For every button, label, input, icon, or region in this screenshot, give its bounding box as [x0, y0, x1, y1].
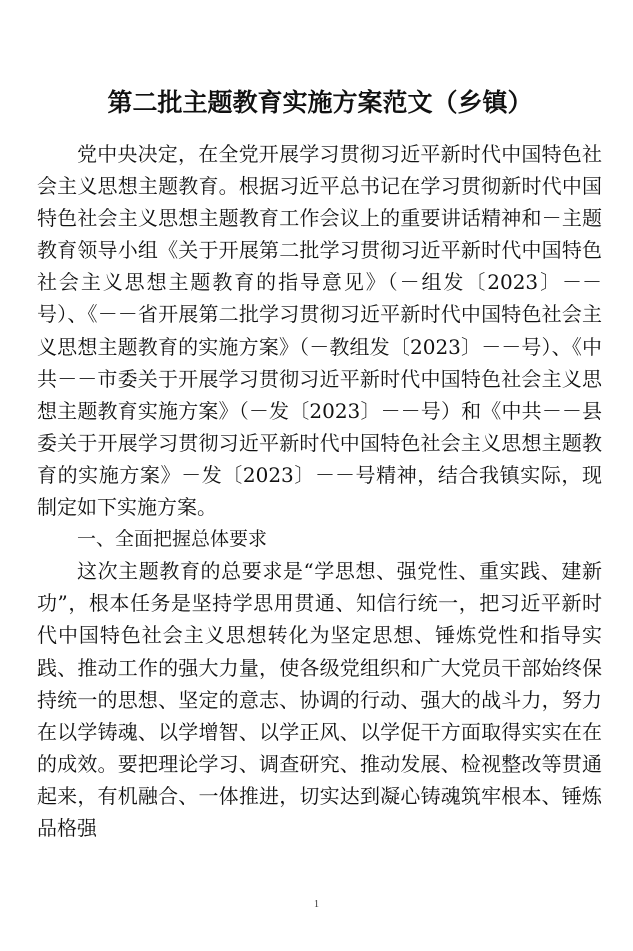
- document-title: 第二批主题教育实施方案范文（乡镇）: [107, 88, 533, 117]
- document-body: [37, 138, 602, 844]
- requirements-paragraph: 这次主题教育的总要求是“学思想、强党性、重实践、建新功”，根本任务是坚持学思用贯通、知信行统一，把习近平新时代中国特色社会主义思想转化为坚定思想、锤炼党性和指导实践、推动工作的强大力量，使各级党组织和广大党员干部始终保持统一的思想、坚定的意志、协调的行动、强大的战斗力，努力在以学铸魂、以学增智、以学正风、以学促干方面取得实实在在的成效。要把理论学习、调查研究、推动发展、检视整改等贯通起来，有机融合、一体推进，切实达到凝心铸魂筑牢根本、锤炼品格强: [37, 559, 602, 840]
- intro-paragraph: 党中央决定，在全党开展学习贯彻习近平新时代中国特色社会主义思想主题教育。根据习近平总书记在学习贯彻新时代中国特色社会主义思想主题教育工作会议上的重要讲话精神和－主题教育领导小组《关于开展第二批学习贯彻习近平新时代中国特色社会主义思想主题教育的指导意见》（－组发〔2023〕－－号）、《－－省开展第二批学习贯彻习近平新时代中国特色社会主义思想主题教育的实施方案》（－教组发〔2023〕－－号）、《中共－－市委关于开展学习贯彻习近平新时代中国特色社会主义思想主题教育实施方案》（－发〔2023〕－－号）和《中共－－县委关于开展学习贯彻习近平新时代中国特色社会主义思想主题教育的实施方案》－发〔2023〕－－号精神，结合我镇实际，现制定如下实施方案。: [37, 142, 602, 520]
- section-heading: 一、全面把握总体要求: [77, 528, 268, 551]
- page-number: 1: [314, 899, 319, 910]
